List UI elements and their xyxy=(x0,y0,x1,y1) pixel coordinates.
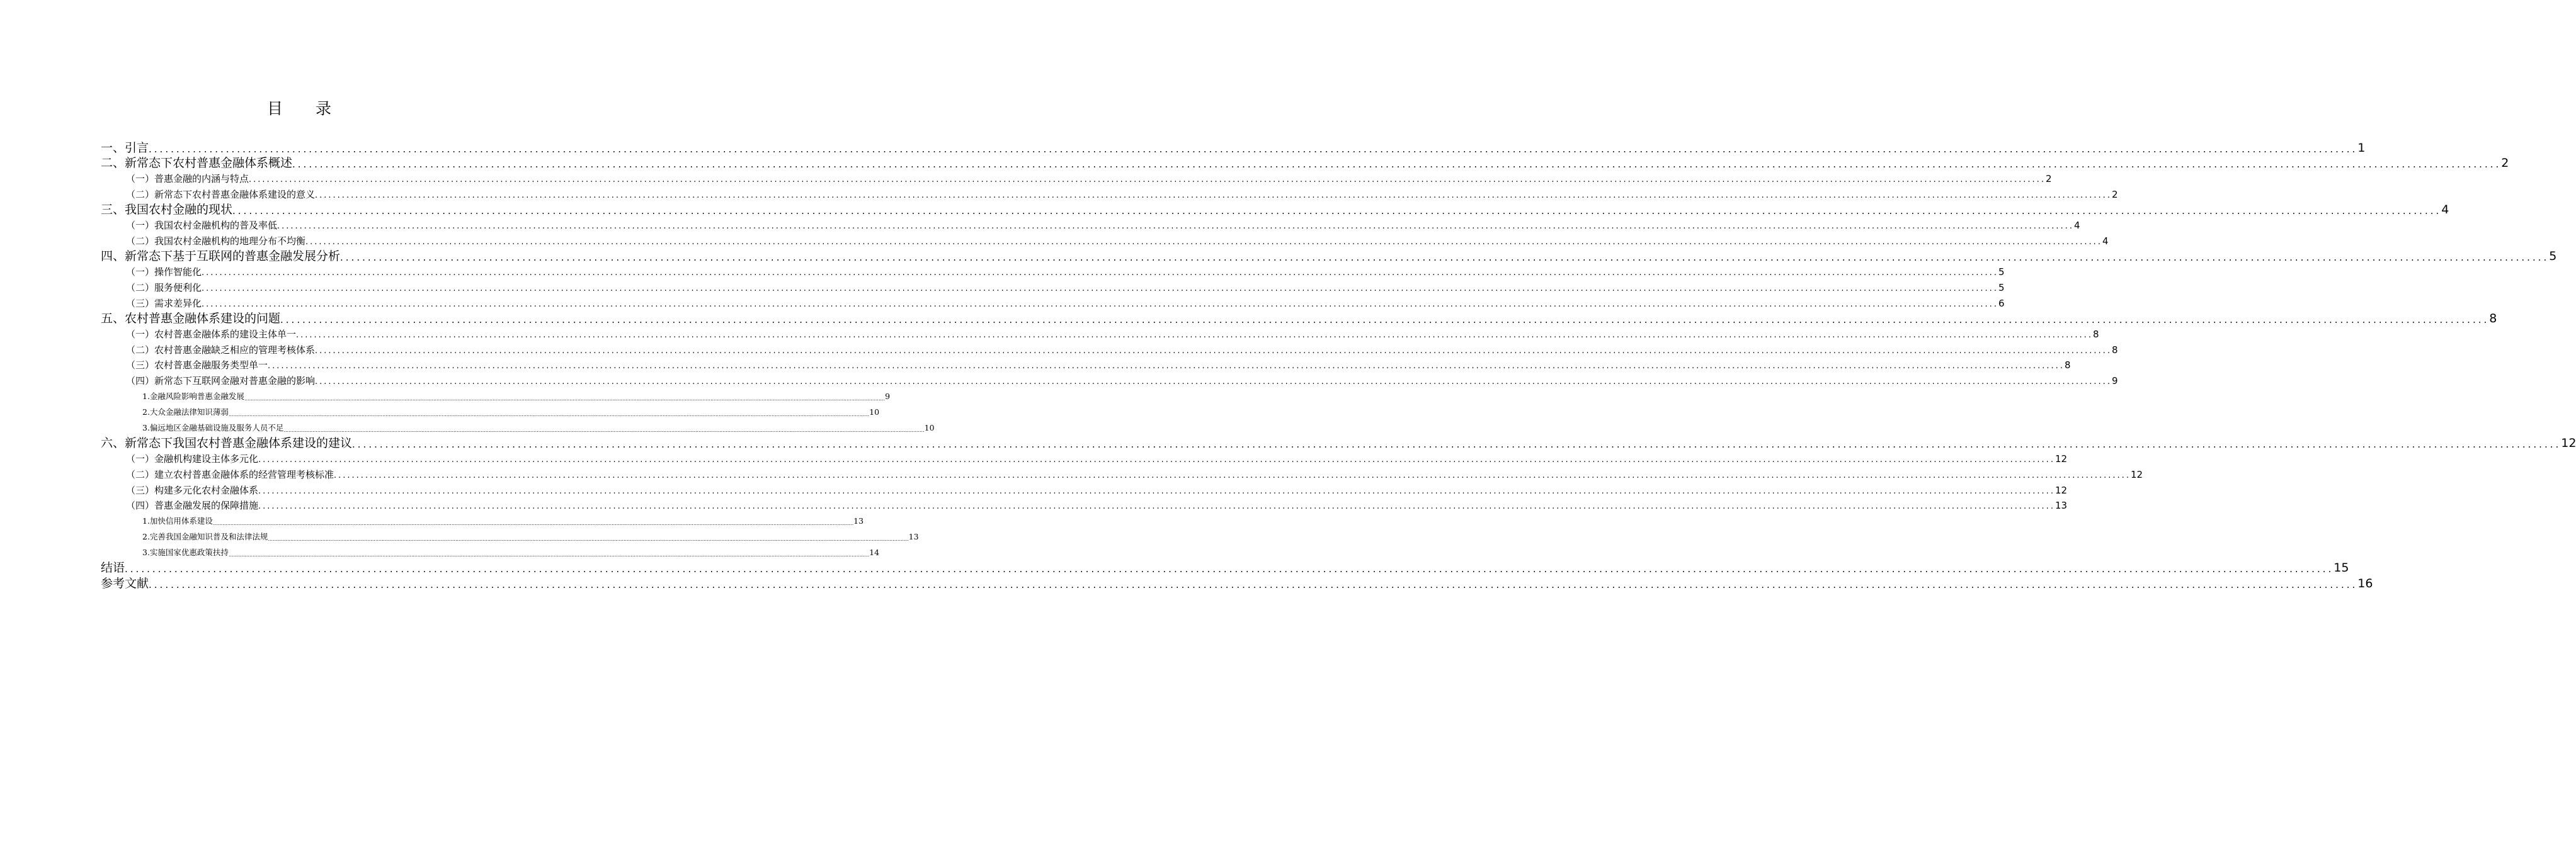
toc-entry[interactable] xyxy=(101,482,2068,498)
toc-dot-leader: ................................................................................................................................................................................................................................................................................................................................................................................................................ xyxy=(202,299,1998,309)
toc-entry-label: 3.实施国家优惠政策扶持 xyxy=(142,547,229,557)
toc-entry-label: 3.偏远地区金融基础设施及服务人员不足 xyxy=(142,422,284,432)
toc-entry[interactable] xyxy=(101,342,2118,358)
toc-entry-page-number: 13 xyxy=(2055,500,2068,512)
toc-entry[interactable] xyxy=(101,295,2005,311)
toc-entry-label: 四、新常态下基于互联网的普惠金融发展分析 xyxy=(101,249,341,264)
toc-entry-page-number: 8 xyxy=(2092,328,2099,340)
toc-entry-page-number: 5 xyxy=(1998,266,2005,278)
toc-entry[interactable] xyxy=(101,404,880,420)
toc-entry-label: （一）农村普惠金融体系的建设主体单一 xyxy=(126,328,297,340)
toc-entry-page-number: 10 xyxy=(869,407,880,417)
toc-dot-leader: ................................................................................................................................................................................................................................................................................................................................................................................................................ xyxy=(283,427,925,433)
toc-entry[interactable] xyxy=(101,264,2005,279)
toc-dot-leader: ................................................................................................................................................................................................................................................................................................................................................................................................................ xyxy=(352,439,2562,451)
toc-dot-leader: ................................................................................................................................................................................................................................................................................................................................................................................................................ xyxy=(258,486,2055,496)
toc-entry-label: （二）农村普惠金融缺乏相应的管理考核体系 xyxy=(126,344,316,356)
toc-dot-leader: ................................................................................................................................................................................................................................................................................................................................................................................................................ xyxy=(258,454,2055,465)
toc-entry[interactable] xyxy=(101,436,2576,451)
toc-dot-leader: ................................................................................................................................................................................................................................................................................................................................................................................................................ xyxy=(232,205,2442,217)
toc-entry-page-number: 4 xyxy=(2073,219,2080,231)
toc-dot-leader: ................................................................................................................................................................................................................................................................................................................................................................................................................ xyxy=(125,563,2334,575)
toc-dot-leader: ................................................................................................................................................................................................................................................................................................................................................................................................................ xyxy=(292,159,2502,170)
toc-dot-leader: ................................................................................................................................................................................................................................................................................................................................................................................................................ xyxy=(334,470,2131,480)
toc-dot-leader: ................................................................................................................................................................................................................................................................................................................................................................................................................ xyxy=(149,143,2358,155)
toc-dot-leader: ................................................................................................................................................................................................................................................................................................................................................................................................................ xyxy=(149,578,2358,590)
toc-entry[interactable] xyxy=(101,466,2143,482)
toc-entry-page-number: 2 xyxy=(2045,172,2052,184)
toc-entry-page-number: 4 xyxy=(2441,203,2449,217)
toc-dot-leader: ................................................................................................................................................................................................................................................................................................................................................................................................................ xyxy=(315,190,2112,200)
toc-entry[interactable] xyxy=(101,544,880,560)
toc-entry-label: （三）需求差异化 xyxy=(126,297,202,309)
toc-dot-leader: ................................................................................................................................................................................................................................................................................................................................................................................................................ xyxy=(249,174,2046,184)
toc-entry-label: （二）建立农村普惠金融体系的经营管理考核标准 xyxy=(126,468,334,480)
toc-entry[interactable] xyxy=(101,186,2118,202)
toc-dot-leader: ................................................................................................................................................................................................................................................................................................................................................................................................................ xyxy=(315,346,2112,356)
toc-entry-label: 三、我国农村金融的现状 xyxy=(101,203,233,217)
toc-entry[interactable] xyxy=(101,388,891,404)
toc-entry-page-number: 16 xyxy=(2357,576,2373,590)
toc-dot-leader: ................................................................................................................................................................................................................................................................................................................................................................................................................ xyxy=(244,396,886,402)
toc-entry[interactable] xyxy=(101,279,2005,295)
toc-entry-page-number: 12 xyxy=(2561,436,2576,451)
toc-entry[interactable] xyxy=(101,217,2080,233)
toc-entry[interactable] xyxy=(101,575,2373,591)
toc-entry-page-number: 14 xyxy=(869,547,880,557)
toc-entry-label: （一）金融机构建设主体多元化 xyxy=(126,453,259,465)
toc-dot-leader: ................................................................................................................................................................................................................................................................................................................................................................................................................ xyxy=(202,283,1998,293)
toc-entry[interactable] xyxy=(101,513,864,529)
toc-entry[interactable] xyxy=(101,420,935,436)
toc-entry-page-number: 5 xyxy=(1998,281,2005,293)
toc-entry-page-number: 12 xyxy=(2055,484,2068,496)
toc-entry-page-number: 1 xyxy=(2357,140,2366,155)
toc-entry[interactable] xyxy=(101,373,2118,388)
toc-entry-label: 六、新常态下我国农村普惠金融体系建设的建议 xyxy=(101,436,353,451)
toc-entry-label: （三）构建多元化农村金融体系 xyxy=(126,484,259,496)
toc-entry-label: 参考文献 xyxy=(101,576,149,590)
toc-entry-page-number: 2 xyxy=(2111,188,2118,200)
toc-entry[interactable] xyxy=(101,249,2557,264)
toc-entry[interactable] xyxy=(101,155,2509,171)
toc-entry[interactable] xyxy=(101,171,2052,186)
toc-entry[interactable] xyxy=(101,498,2068,514)
toc-entry[interactable] xyxy=(101,451,2068,466)
toc-entry-label: 结语 xyxy=(101,561,125,575)
toc-entry-label: 二、新常态下农村普惠金融体系概述 xyxy=(101,156,293,170)
toc-entry-page-number: 9 xyxy=(885,392,891,402)
toc-entry[interactable] xyxy=(101,140,2366,155)
toc-entry-label: （二）服务便利化 xyxy=(126,281,202,293)
toc-dot-leader: ................................................................................................................................................................................................................................................................................................................................................................................................................ xyxy=(202,268,1998,278)
toc-entry-label: 2.大众金融法律知识薄弱 xyxy=(142,407,229,417)
toc-entry-page-number: 9 xyxy=(2111,375,2118,387)
toc-entry-page-number: 15 xyxy=(2334,561,2349,575)
toc-entry-label: （二）我国农村金融机构的地理分布不均衡 xyxy=(126,235,306,247)
toc-entry-label: 一、引言 xyxy=(101,140,149,155)
toc-entry-page-number: 12 xyxy=(2130,468,2143,480)
toc-entry-page-number: 10 xyxy=(924,422,935,432)
toc-entry-page-number: 4 xyxy=(2102,235,2109,247)
toc-entry-page-number: 2 xyxy=(2501,156,2509,170)
toc-entry-label: （一）普惠金融的内涵与特点 xyxy=(126,172,249,184)
toc-dot-leader: ................................................................................................................................................................................................................................................................................................................................................................................................................ xyxy=(268,536,909,542)
toc-entry[interactable] xyxy=(101,233,2109,249)
toc-entry-label: 1.金融风险影响普惠金融发展 xyxy=(142,392,244,402)
page-title: 目 录 xyxy=(267,99,345,118)
toc-entry[interactable] xyxy=(101,326,2099,342)
toc-dot-leader: ................................................................................................................................................................................................................................................................................................................................................................................................................ xyxy=(315,377,2112,387)
toc-entry-label: （一）操作智能化 xyxy=(126,266,202,278)
toc-dot-leader: ................................................................................................................................................................................................................................................................................................................................................................................................................ xyxy=(340,252,2550,264)
toc-entry[interactable] xyxy=(101,560,2349,576)
toc-entry-page-number: 8 xyxy=(2489,312,2497,326)
toc-dot-leader: ................................................................................................................................................................................................................................................................................................................................................................................................................ xyxy=(277,221,2074,231)
toc-entry-label: 五、农村普惠金融体系建设的问题 xyxy=(101,312,281,326)
toc-entry-label: 2.完善我国金融知识普及和法律法规 xyxy=(142,531,268,541)
toc-dot-leader: ................................................................................................................................................................................................................................................................................................................................................................................................................ xyxy=(305,237,2102,247)
toc-entry-page-number: 6 xyxy=(1998,297,2005,309)
toc-entry[interactable] xyxy=(101,529,919,544)
toc-entry-page-number: 13 xyxy=(908,531,919,541)
toc-dot-leader: ................................................................................................................................................................................................................................................................................................................................................................................................................ xyxy=(228,551,870,558)
toc-dot-leader: ................................................................................................................................................................................................................................................................................................................................................................................................................ xyxy=(258,502,2055,512)
toc-dot-leader: ................................................................................................................................................................................................................................................................................................................................................................................................................ xyxy=(280,314,2490,326)
toc-dot-leader: ................................................................................................................................................................................................................................................................................................................................................................................................................ xyxy=(212,521,854,527)
toc-dot-leader: ................................................................................................................................................................................................................................................................................................................................................................................................................ xyxy=(296,330,2093,340)
toc-dot-leader: ................................................................................................................................................................................................................................................................................................................................................................................................................ xyxy=(268,361,2065,371)
toc-entry-label: （一）我国农村金融机构的普及率低 xyxy=(126,219,278,231)
table-of-contents xyxy=(101,140,2576,591)
toc-entry-page-number: 13 xyxy=(853,516,864,526)
toc-entry-page-number: 8 xyxy=(2111,344,2118,356)
toc-entry-page-number: 5 xyxy=(2549,249,2557,264)
toc-entry-label: （三）农村普惠金融服务类型单一 xyxy=(126,359,268,371)
toc-entry-label: （四）普惠金融发展的保障措施 xyxy=(126,500,259,512)
toc-entry-label: 1.加快信用体系建设 xyxy=(142,516,213,526)
toc-entry-label: （四）新常态下互联网金融对普惠金融的影响 xyxy=(126,375,316,387)
toc-entry[interactable] xyxy=(101,358,2071,373)
toc-entry-page-number: 8 xyxy=(2064,359,2071,371)
toc-entry[interactable] xyxy=(101,202,2449,218)
toc-entry-page-number: 12 xyxy=(2055,453,2068,465)
toc-entry-label: （二）新常态下农村普惠金融体系建设的意义 xyxy=(126,188,316,200)
toc-entry[interactable] xyxy=(101,311,2497,327)
toc-dot-leader: ................................................................................................................................................................................................................................................................................................................................................................................................................ xyxy=(228,411,870,417)
